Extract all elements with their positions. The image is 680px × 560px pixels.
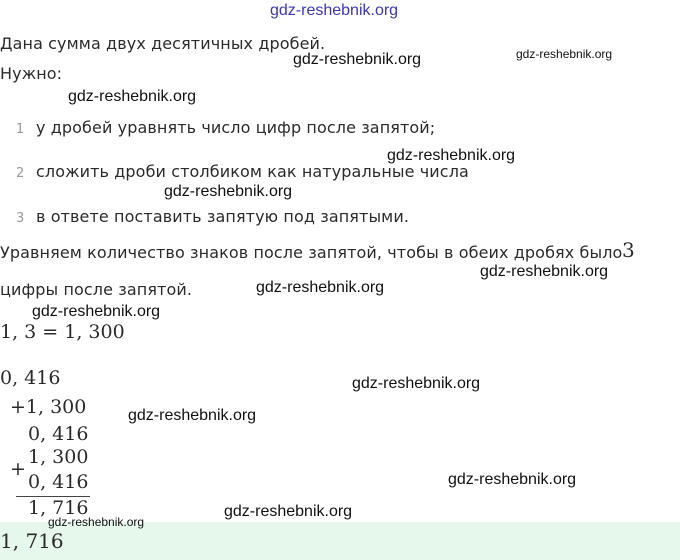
watermark: gdz-reshebnik.org [448,471,577,488]
step-text: у дробей уравнять число цифр после запятой; [36,118,436,137]
watermark: gdz-reshebnik.org [352,375,481,392]
column-top-number: 1, 300 [28,446,89,468]
watermark: gdz-reshebnik.org [164,183,293,200]
answer-value: 1, 716 [0,529,64,553]
under-line: 0, 416 [28,423,89,445]
step-text: сложить дроби столбиком как натуральные числа [36,162,469,181]
watermark-small: gdz-reshebnik.org [516,47,613,61]
explanation-text-end: цифры после запятой. [0,280,193,299]
step-number: 2 [16,166,25,181]
equation-line: 1, 3 = 1, 300 [0,321,125,343]
watermark-small: gdz-reshebnik.org [48,515,145,529]
watermark: gdz-reshebnik.org [32,303,161,320]
plus-line: +1, 300 [10,396,87,418]
watermark-top: gdz-reshebnik.org [270,2,399,19]
intro-line: Дана сумма двух десятичных дробей. [0,34,326,53]
watermark: gdz-reshebnik.org [256,279,385,296]
watermark: gdz-reshebnik.org [128,407,257,424]
second-number: 0, 416 [0,367,61,389]
intro-need-label: Нужно: [0,64,63,83]
watermark: gdz-reshebnik.org [480,263,609,280]
watermark: gdz-reshebnik.org [387,147,516,164]
step-number: 3 [16,211,25,226]
column-plus-sign: + [10,458,26,480]
digit-count: 3 [622,238,635,262]
step-text: в ответе поставить запятую под запятыми. [36,207,410,226]
column-result: 1, 716 [28,497,89,519]
step-number: 1 [16,122,25,137]
watermark: gdz-reshebnik.org [68,88,197,105]
explanation-text: Уравняем количество знаков после запятой, чтобы в обеих дробях было [0,243,623,262]
watermark: gdz-reshebnik.org [293,51,422,68]
column-bottom-number: 0, 416 [28,471,89,493]
watermark: gdz-reshebnik.org [224,503,353,520]
